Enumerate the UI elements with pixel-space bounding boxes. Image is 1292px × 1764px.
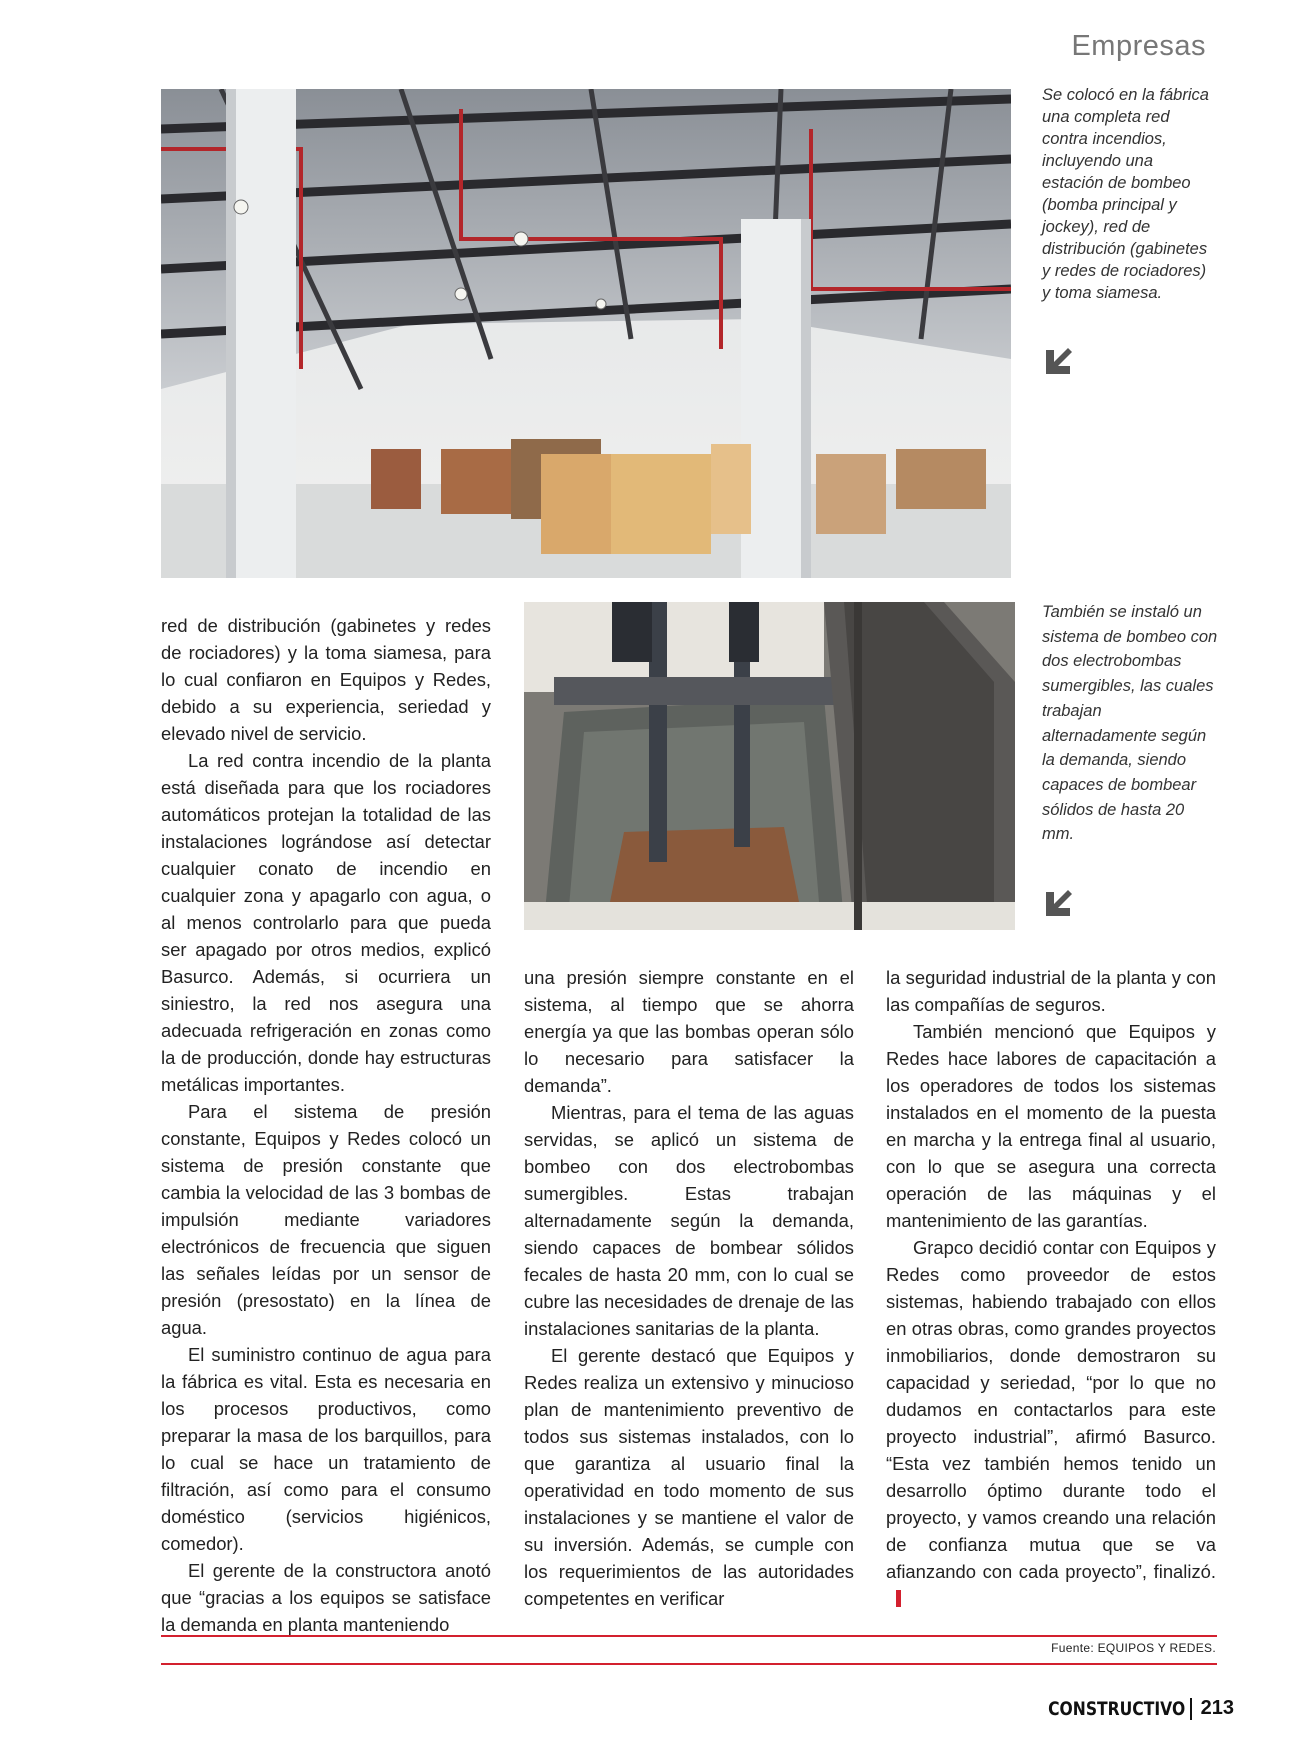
- paragraph: la seguridad industrial de la planta y con las compañías de seguros.: [886, 967, 1216, 1015]
- photo-caption-pump: También se instaló un sistema de bombeo con dos electrobombas sumergibles, las cuales trabajan alternadamente según la demanda, siendo capaces de bombear sólidos de hasta 20 mm.: [1042, 603, 1218, 844]
- paragraph: Para el sistema de presión constante, Equipos y Redes colocó un sistema de presión constante que cambia la velocidad de las 3 bombas de impulsión mediante variadores electrónicos de frecuencia que siguen las señales leídas por un sensor de presión (presostato) en la línea de agua.: [161, 1101, 491, 1338]
- section-title: Empresas: [1071, 30, 1206, 62]
- article-column-1: [161, 612, 491, 1638]
- arrow-down-left-icon: [1042, 884, 1078, 920]
- paragraph: El gerente de la constructora anotó que “gracias a los equipos se satisface la demanda en planta manteniendo: [161, 1560, 491, 1635]
- paragraph: una presión siempre constante en el sistema, al tiempo que se ahorra energía ya que las bombas operan sólo lo necesario para satisfacer la demanda”.: [524, 967, 854, 1096]
- divider-line: [161, 1663, 1217, 1665]
- page-footer: [1018, 1697, 1234, 1720]
- arrow-down-left-icon: [1042, 342, 1078, 378]
- paragraph-last: [886, 1234, 1216, 1612]
- article-column-3: [886, 964, 1216, 1612]
- paragraph-text: Grapco decidió contar con Equipos y Redes como proveedor de estos sistemas, habiendo trabajado con ellos en otras obras, como grandes proyectos inmobiliarios, donde demostraron su capacidad y seriedad, “por lo que no dudamos en contactarlos para este proyecto industrial”, afirmó Basurco. “Esta vez también hemos tenido un desarrollo óptimo durante todo el proyecto, y vamos creando una relación de confianza mutua que se va afianzando con cada proyecto”, finalizó.: [886, 1237, 1216, 1582]
- paragraph: red de distribución (gabinetes y redes de rociadores) y la toma siamesa, para lo cual confiaron en Equipos y Redes, debido a su experiencia, seriedad y elevado nivel de servicio.: [161, 615, 491, 744]
- photo-caption-top: Se colocó en la fábrica una completa red contra incendios, incluyendo una estación de bombeo (bomba principal y jockey), red de distribución (gabinetes y redes de rociadores) y toma siamesa.: [1042, 86, 1209, 302]
- magazine-brand: CONSTRUCTIVO: [1048, 1697, 1186, 1720]
- paragraph: El suministro continuo de agua para la fábrica es vital. Esta es necesaria en los procesos productivos, como preparar la masa de los barquillos, para lo cual se hace un tratamiento de filtración, así como para el consumo doméstico (servicios higiénicos, comedor).: [161, 1344, 491, 1554]
- end-of-article-mark: [896, 1590, 901, 1607]
- paragraph: También mencionó que Equipos y Redes hace labores de capacitación a los operadores de todos los sistemas instalados en el momento de la puesta en marcha y la entrega final al usuario, con lo que se asegura una correcta operación de las máquinas y el mantenimiento de las garantías.: [886, 1021, 1216, 1231]
- paragraph: La red contra incendio de la planta está diseñada para que los rociadores automáticos protejan la totalidad de las instalaciones lográndose así detectar cualquier conato de incendio en cualquier zona y apagarlo con agua, o al menos controlarlo para que pueda ser apagado por otros medios, explicó Basurco. Además, si ocurriera un siniestro, la red nos asegura una adecuada refrigeración en zonas como la de producción, donde hay estructuras metálicas importantes.: [161, 750, 491, 1095]
- footer-separator: [1190, 1698, 1192, 1720]
- page-number: 213: [1200, 1697, 1234, 1719]
- source-credit: Fuente: EQUIPOS Y REDES.: [1051, 1641, 1216, 1655]
- warehouse-photo: [161, 89, 1011, 578]
- paragraph: Mientras, para el tema de las aguas servidas, se aplicó un sistema de bombeo con dos electrobombas sumergibles. Estas trabajan alternadamente según la demanda, siendo capaces de bombear sólidos fecales de hasta 20 mm, con lo cual se cubre las necesidades de drenaje de las instalaciones sanitarias de la planta.: [524, 1102, 854, 1339]
- article-column-2: [524, 964, 854, 1612]
- pump-pit-photo: [524, 602, 1015, 930]
- divider-line: [161, 1635, 1217, 1637]
- paragraph: El gerente destacó que Equipos y Redes realiza un extensivo y minucioso plan de mantenimiento preventivo de todos sus sistemas instalados, con lo que garantiza al usuario final la operatividad en todo momento de sus instalaciones y se mantiene el valor de su inversión. Además, se cumple con los requerimientos de las autoridades competentes en verificar: [524, 1345, 854, 1609]
